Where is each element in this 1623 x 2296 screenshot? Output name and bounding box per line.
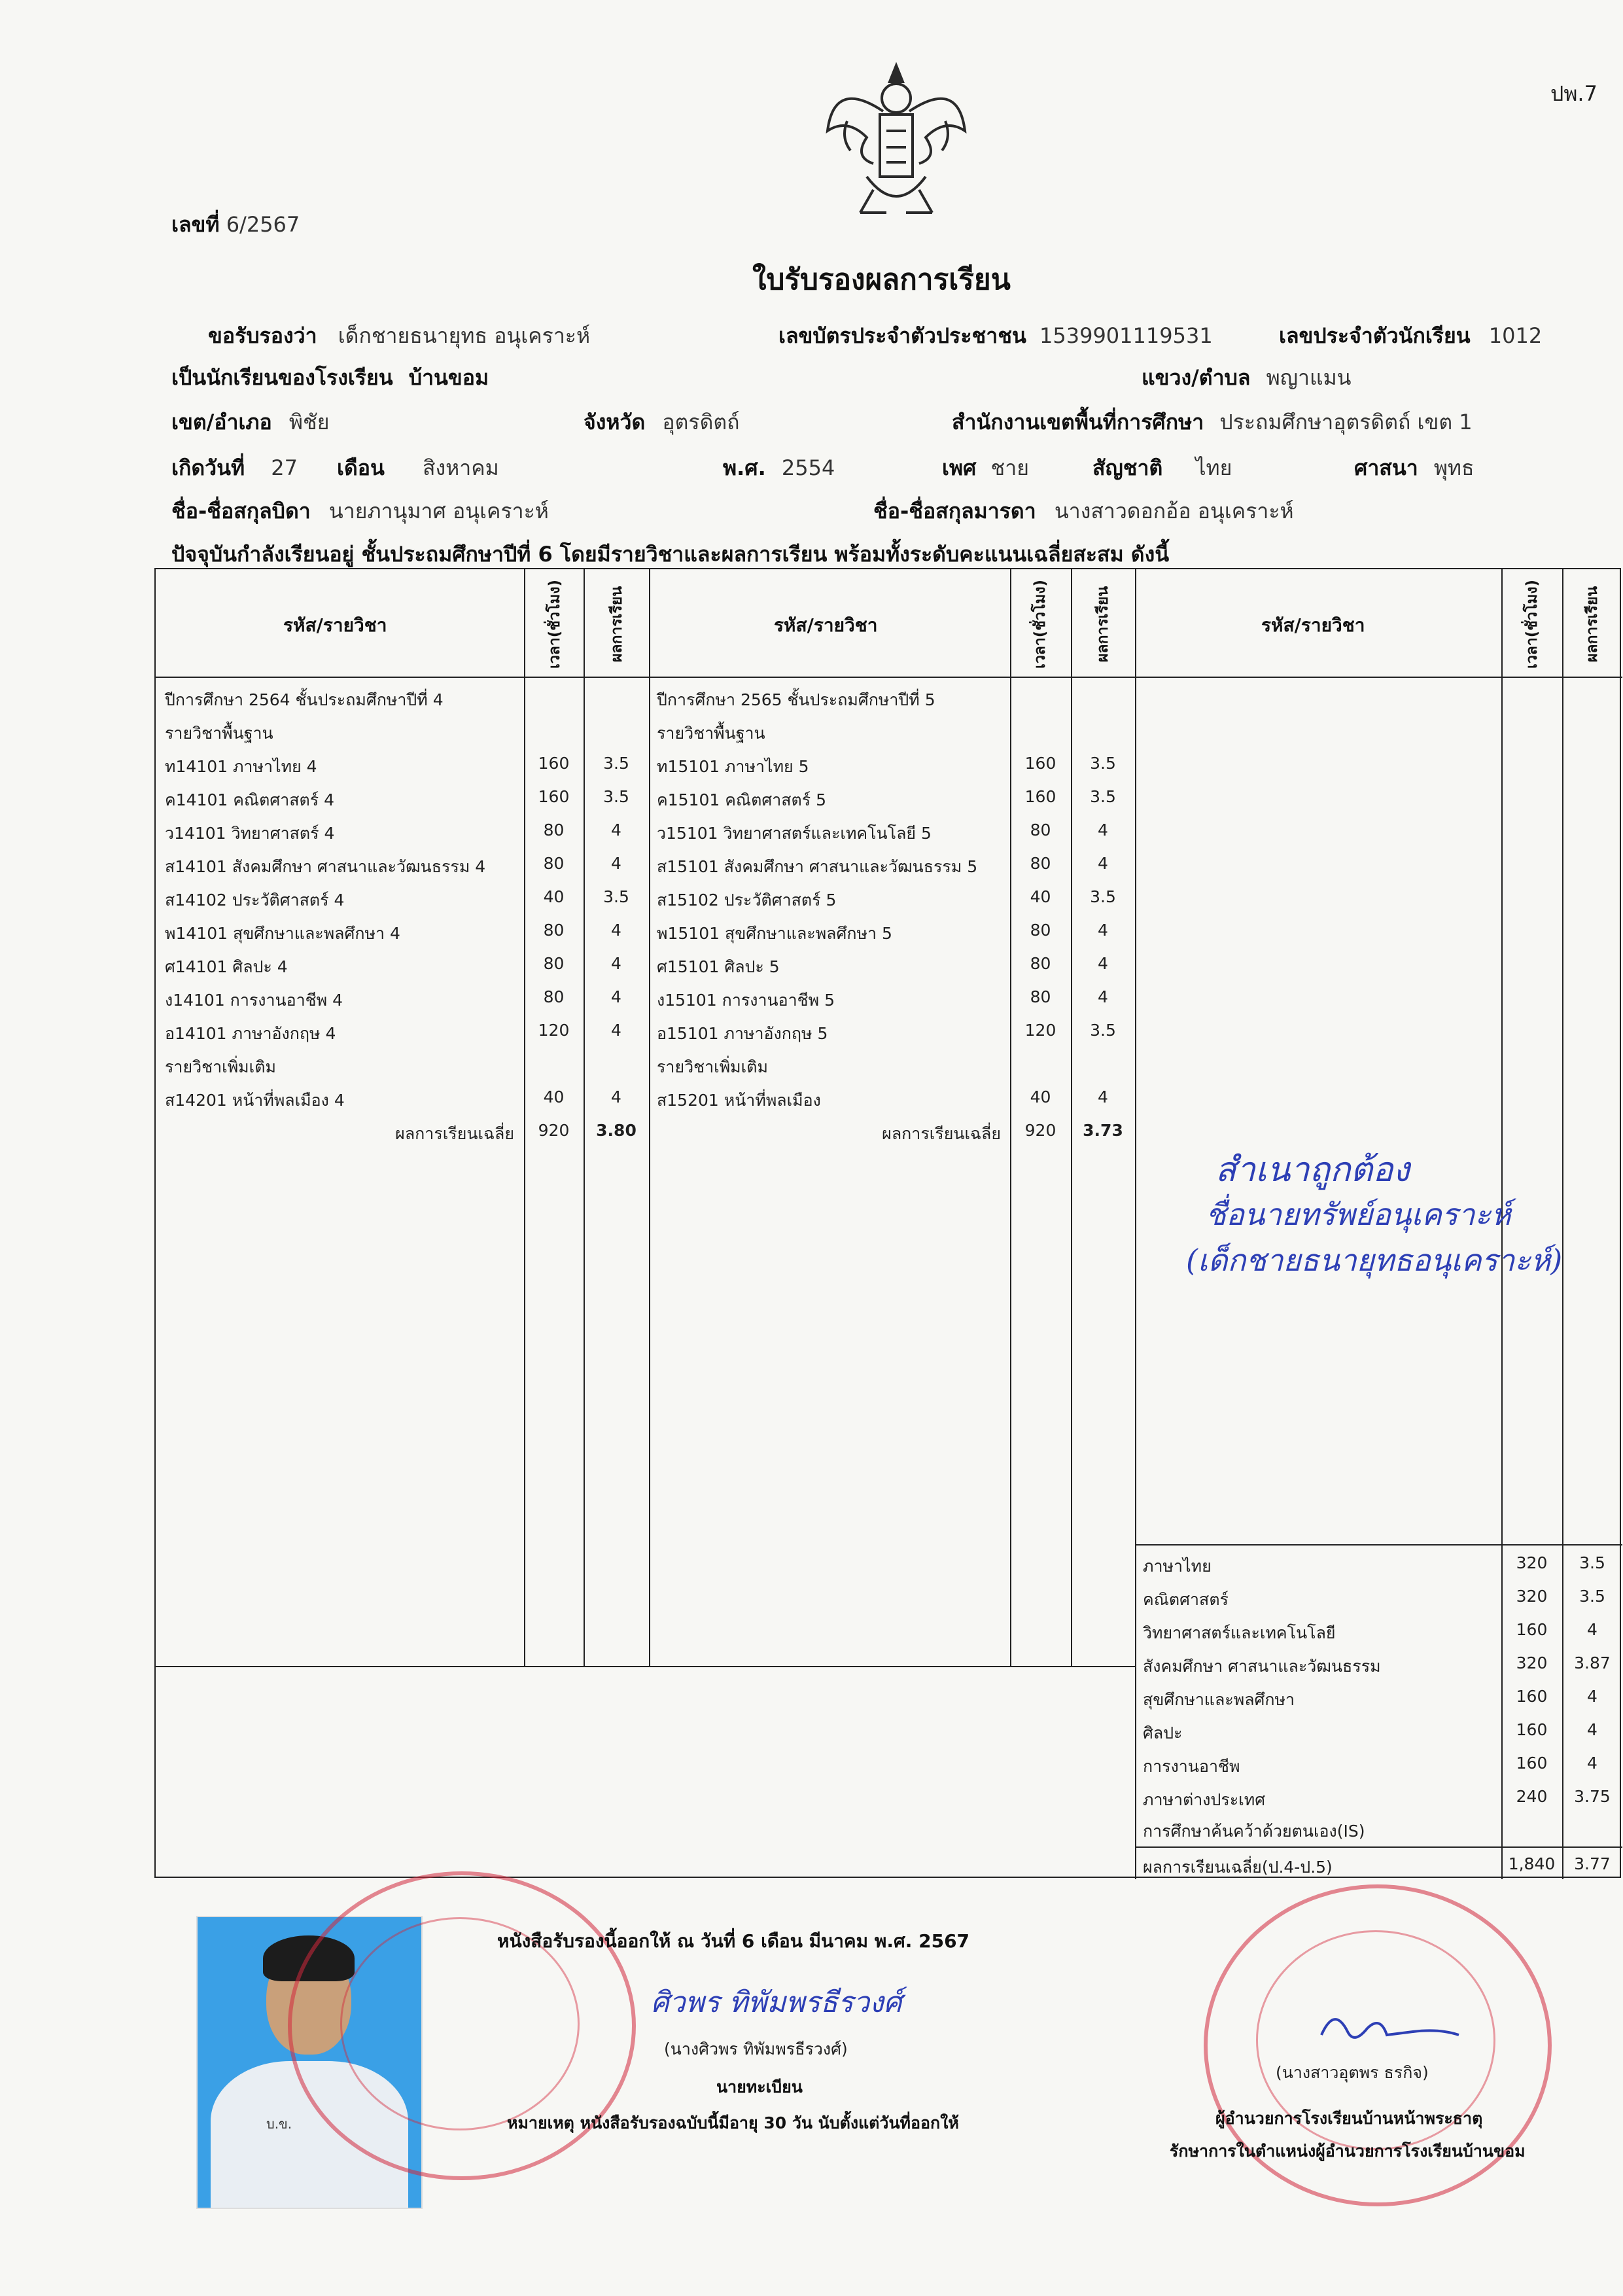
year2-row-8-hours: 120 [1024, 1021, 1056, 1040]
year2-row-3-grade: 4 [1098, 854, 1108, 873]
birth-month-row [337, 451, 499, 485]
year1-row-0-hours: 160 [538, 754, 570, 773]
summary-row-2-name: วิทยาศาสตร์และเทคโนโลยี [1143, 1623, 1336, 1642]
doc-number [171, 208, 300, 241]
year1-row-1-grade: 3.5 [603, 787, 629, 806]
current-status: ปัจจุบันกำลังเรียนอยู่ ชั้นประถมศึกษาปีที่ 6 โดยมีรายวิชาและผลการเรียน พร้อมทั้งระดับคะแนนเฉลี่ยสะสม ดังนี้ [171, 542, 1170, 567]
summary-row-5-hours: 160 [1516, 1720, 1548, 1739]
registrar-name: (นางศิวพร ทิพัมพรธีรวงศ์) [664, 2040, 848, 2058]
year2-row-6-name: ศ15101 ศิลปะ 5 [657, 957, 780, 976]
summary-row-4-hours: 160 [1516, 1687, 1548, 1706]
year2-avg-hours: 920 [1024, 1121, 1056, 1140]
form-code: ปพ.7 [1550, 81, 1597, 106]
birth-year-value: 2554 [781, 455, 835, 480]
year1-row-0-name: ท14101 ภาษาไทย 4 [165, 757, 317, 776]
year1-row-8-hours: 120 [538, 1021, 570, 1040]
year1-row-1-name: ค14101 คณิตศาสตร์ 4 [165, 790, 335, 809]
year1-row-3-name: ส14101 สังคมศึกษา ศาสนาและวัฒนธรรม 4 [165, 857, 486, 876]
nationality-value: ไทย [1195, 455, 1232, 480]
year2-heading: ปีการศึกษา 2565 ชั้นประถมศึกษาปีที่ 5 [657, 690, 935, 709]
year1-extra-0-hours: 40 [543, 1087, 565, 1106]
student-id-row [1279, 319, 1542, 353]
year2-row-7-name: ง15101 การงานอาชีพ 5 [657, 991, 835, 1010]
year1-row-4-hours: 40 [543, 887, 565, 906]
province-row [584, 406, 740, 439]
year1-row-2-grade: 4 [611, 821, 621, 839]
page-title: ใบรับรองผลการเรียน [752, 263, 1011, 296]
year2-row-3-name: ส15101 สังคมศึกษา ศาสนาและวัฒนธรรม 5 [657, 857, 978, 876]
year2-row-7-grade: 4 [1098, 987, 1108, 1006]
year2-avg-grade: 3.73 [1083, 1121, 1123, 1140]
year1-row-8-name: อ14101 ภาษาอังกฤษ 4 [165, 1024, 336, 1043]
summary-row-3-grade: 3.87 [1574, 1653, 1611, 1672]
year1-row-8-grade: 4 [611, 1021, 621, 1040]
birth-month-label: เดือน [337, 455, 385, 480]
year1-basic-label: รายวิชาพื้นฐาน [165, 724, 273, 743]
director-title: ผู้อำนวยการโรงเรียนบ้านหน้าพระธาตุ [1215, 2109, 1483, 2128]
summary-total-name: ผลการเรียนเฉลี่ย(ป.4-ป.5) [1143, 1858, 1333, 1877]
header-grade-1: ผลการเรียน [608, 586, 625, 663]
issue-text: หนังสือรับรองนี้ออกให้ ณ วันที่ 6 เดือน มีนาคม พ.ศ. 2567 [497, 1930, 970, 1952]
id-card-value: 1539901119531 [1039, 323, 1213, 348]
director-name: (นางสาวอุตพร ธรกิจ) [1276, 2063, 1429, 2082]
birth-year-label: พ.ศ. [723, 455, 766, 480]
father-row [171, 495, 549, 528]
id-card-label: เลขบัตรประจำตัวประชาชน [778, 323, 1026, 348]
year2-row-0-grade: 3.5 [1090, 754, 1116, 773]
mother-row [873, 495, 1294, 528]
summary-row-3-hours: 320 [1516, 1653, 1548, 1672]
student-id-value: 1012 [1488, 323, 1543, 348]
year2-row-5-hours: 80 [1030, 921, 1051, 940]
certify-row [208, 319, 590, 353]
year1-heading: ปีการศึกษา 2564 ชั้นประถมศึกษาปีที่ 4 [165, 690, 444, 709]
summary-row-7-grade: 3.75 [1574, 1787, 1611, 1806]
doc-number-label: เลขที่ [171, 212, 220, 237]
year1-row-7-grade: 4 [611, 987, 621, 1006]
year1-row-1-hours: 160 [538, 787, 570, 806]
handwritten-line-1: สำเนาถูกต้อง [1215, 1150, 1410, 1190]
sex-value: ชาย [990, 455, 1029, 480]
year2-row-6-grade: 4 [1098, 954, 1108, 973]
year1-row-5-grade: 4 [611, 921, 621, 940]
summary-row-7-name: ภาษาต่างประเทศ [1143, 1790, 1266, 1809]
year2-extra-label: รายวิชาเพิ่มเติม [657, 1057, 768, 1076]
year1-row-6-hours: 80 [543, 954, 565, 973]
sex-label: เพศ [942, 455, 977, 480]
year2-basic-label: รายวิชาพื้นฐาน [657, 724, 765, 743]
year1-row-4-name: ส14102 ประวัติศาสตร์ 4 [165, 891, 345, 910]
year2-row-3-hours: 80 [1030, 854, 1051, 873]
summary-row-5-name: ศิลปะ [1143, 1723, 1183, 1742]
religion-row [1354, 451, 1475, 485]
year2-row-8-name: อ15101 ภาษาอังกฤษ 5 [657, 1024, 828, 1043]
director-signature-icon [1308, 2002, 1478, 2055]
summary-row-4-grade: 4 [1587, 1687, 1597, 1706]
district-value: พิชัย [288, 410, 330, 434]
father-value: นายภานุมาศ อนุเคราะห์ [328, 499, 549, 523]
summary-row-7-hours: 240 [1516, 1787, 1548, 1806]
year2-row-0-hours: 160 [1024, 754, 1056, 773]
year1-row-6-name: ศ14101 ศิลปะ 4 [165, 957, 288, 976]
year2-row-1-name: ค15101 คณิตศาสตร์ 5 [657, 790, 827, 809]
year2-row-1-grade: 3.5 [1090, 787, 1116, 806]
school-row [171, 361, 489, 395]
religion-value: พุทธ [1433, 455, 1475, 480]
school-value: บ้านขอม [408, 365, 489, 390]
grades-table [154, 568, 1621, 1878]
summary-row-2-hours: 160 [1516, 1620, 1548, 1639]
summary-total-grade: 3.77 [1574, 1854, 1611, 1873]
father-label: ชื่อ-ชื่อสกุลบิดา [171, 499, 311, 523]
school-label: เป็นนักเรียนของโรงเรียน [171, 365, 393, 390]
header-hours-1: เวลา(ชั่วโมง) [546, 579, 563, 669]
province-value: อุตรดิตถ์ [662, 410, 740, 434]
year1-row-3-grade: 4 [611, 854, 621, 873]
summary-row-6-name: การงานอาชีพ [1143, 1757, 1240, 1776]
birth-day-label: เกิดวันที่ [171, 455, 245, 480]
validity-note: หมายเหตุ หนังสือรับรองฉบับนี้มีอายุ 30 วัน นับตั้งแต่วันที่ออกให้ [507, 2113, 959, 2132]
id-card-row [778, 319, 1213, 353]
year1-extra-label: รายวิชาเพิ่มเติม [165, 1057, 276, 1076]
year1-extra-0-grade: 4 [611, 1087, 621, 1106]
director-acting: รักษาการในตำแหน่งผู้อำนวยการโรงเรียนบ้านขอม [1170, 2142, 1526, 2161]
year2-row-1-hours: 160 [1024, 787, 1056, 806]
year2-row-2-grade: 4 [1098, 821, 1108, 839]
year2-row-4-name: ส15102 ประวัติศาสตร์ 5 [657, 891, 837, 910]
summary-row-0-hours: 320 [1516, 1553, 1548, 1572]
birth-day-row [171, 451, 298, 485]
year2-row-0-name: ท15101 ภาษาไทย 5 [657, 757, 809, 776]
nationality-row [1092, 451, 1232, 485]
year1-row-0-grade: 3.5 [603, 754, 629, 773]
area-office-row [952, 406, 1473, 439]
mother-value: นางสาวดอกอ้อ อนุเคราะห์ [1054, 499, 1294, 523]
header-hours-2: เวลา(ชั่วโมง) [1032, 579, 1049, 669]
sex-row [942, 451, 1029, 485]
year2-avg-label: ผลการเรียนเฉลี่ย [882, 1124, 1001, 1143]
summary-row-6-grade: 4 [1587, 1754, 1597, 1773]
header-grade-2: ผลการเรียน [1094, 586, 1111, 663]
handwritten-line-3: (เด็กชายธนายุทธอนุเคราะห์) [1186, 1243, 1563, 1278]
year2-row-2-name: ว15101 วิทยาศาสตร์และเทคโนโลยี 5 [657, 824, 932, 843]
year2-extra-0-name: ส15201 หน้าที่พลเมือง [657, 1091, 821, 1110]
mother-label: ชื่อ-ชื่อสกุลมารดา [873, 499, 1036, 523]
handwritten-line-2: ชื่อนายทรัพย์อนุเคราะห์ [1206, 1197, 1511, 1232]
year2-extra-0-grade: 4 [1098, 1087, 1108, 1106]
year1-row-6-grade: 4 [611, 954, 621, 973]
year1-avg-grade: 3.80 [596, 1121, 637, 1140]
summary-row-6-hours: 160 [1516, 1754, 1548, 1773]
year1-row-7-name: ง14101 การงานอาชีพ 4 [165, 991, 343, 1010]
year1-row-4-grade: 3.5 [603, 887, 629, 906]
summary-row-5-grade: 4 [1587, 1720, 1597, 1739]
area-office-label: สำนักงานเขตพื้นที่การศึกษา [952, 410, 1204, 434]
summary-total-hours: 1,840 [1508, 1854, 1556, 1873]
subdistrict-row [1142, 361, 1352, 395]
subdistrict-value: พญาแมน [1266, 365, 1352, 390]
summary-row-2-grade: 4 [1587, 1620, 1597, 1639]
year2-row-4-hours: 40 [1030, 887, 1051, 906]
garuda-emblem [821, 59, 971, 222]
nationality-label: สัญชาติ [1092, 455, 1163, 480]
year2-row-4-grade: 3.5 [1090, 887, 1116, 906]
year2-row-8-grade: 3.5 [1090, 1021, 1116, 1040]
province-label: จังหวัด [584, 410, 646, 434]
year2-extra-0-hours: 40 [1030, 1087, 1051, 1106]
summary-row-1-name: คณิตศาสตร์ [1143, 1590, 1229, 1609]
summary-row-3-name: สังคมศึกษา ศาสนาและวัฒนธรรม [1143, 1657, 1381, 1676]
year1-row-5-hours: 80 [543, 921, 565, 940]
summary-row-0-name: ภาษาไทย [1143, 1557, 1212, 1576]
header-hours-3: เวลา(ชั่วโมง) [1524, 579, 1541, 669]
birth-day-value: 27 [271, 455, 298, 480]
certify-label: ขอรับรองว่า [208, 323, 317, 348]
year1-extra-0-name: ส14201 หน้าที่พลเมือง 4 [165, 1091, 345, 1110]
area-office-value: ประถมศึกษาอุตรดิตถ์ เขต 1 [1219, 410, 1473, 434]
student-name: เด็กชายธนายุทธ อนุเคราะห์ [338, 323, 591, 348]
year2-row-5-grade: 4 [1098, 921, 1108, 940]
district-label: เขต/อำเภอ [171, 410, 272, 434]
birth-month-value: สิงหาคม [422, 455, 499, 480]
header-subject-2: รหัส/รายวิชา [774, 614, 878, 636]
year1-row-2-name: ว14101 วิทยาศาสตร์ 4 [165, 824, 335, 843]
summary-row-8-name: การศึกษาค้นคว้าด้วยตนเอง(IS) [1143, 1822, 1365, 1841]
year1-row-3-hours: 80 [543, 854, 565, 873]
summary-row-4-name: สุขศึกษาและพลศึกษา [1143, 1690, 1295, 1709]
header-grade-3: ผลการเรียน [1584, 586, 1601, 663]
header-subject-3: รหัส/รายวิชา [1261, 614, 1365, 636]
summary-row-1-grade: 3.5 [1579, 1587, 1605, 1606]
year1-row-7-hours: 80 [543, 987, 565, 1006]
registrar-title: นายทะเบียน [716, 2077, 803, 2096]
subdistrict-label: แขวง/ตำบล [1142, 365, 1251, 390]
year1-avg-label: ผลการเรียนเฉลี่ย [395, 1124, 514, 1143]
year1-avg-hours: 920 [538, 1121, 570, 1140]
year1-row-2-hours: 80 [543, 821, 565, 839]
registrar-signature: ศิวพร ทิพัมพรธีรวงศ์ [651, 1986, 902, 2019]
photo-badge: บ.ข. [266, 2116, 292, 2132]
doc-number-value: 6/2567 [226, 212, 300, 237]
religion-label: ศาสนา [1354, 455, 1418, 480]
year2-row-7-hours: 80 [1030, 987, 1051, 1006]
year2-row-5-name: พ15101 สุขศึกษาและพลศึกษา 5 [657, 924, 892, 943]
student-id-label: เลขประจำตัวนักเรียน [1279, 323, 1471, 348]
summary-row-1-hours: 320 [1516, 1587, 1548, 1606]
summary-row-0-grade: 3.5 [1579, 1553, 1605, 1572]
birth-year-row [723, 451, 835, 485]
year2-row-2-hours: 80 [1030, 821, 1051, 839]
header-subject-1: รหัส/รายวิชา [283, 614, 387, 636]
district-row [171, 406, 329, 439]
year1-row-5-name: พ14101 สุขศึกษาและพลศึกษา 4 [165, 924, 400, 943]
year2-row-6-hours: 80 [1030, 954, 1051, 973]
